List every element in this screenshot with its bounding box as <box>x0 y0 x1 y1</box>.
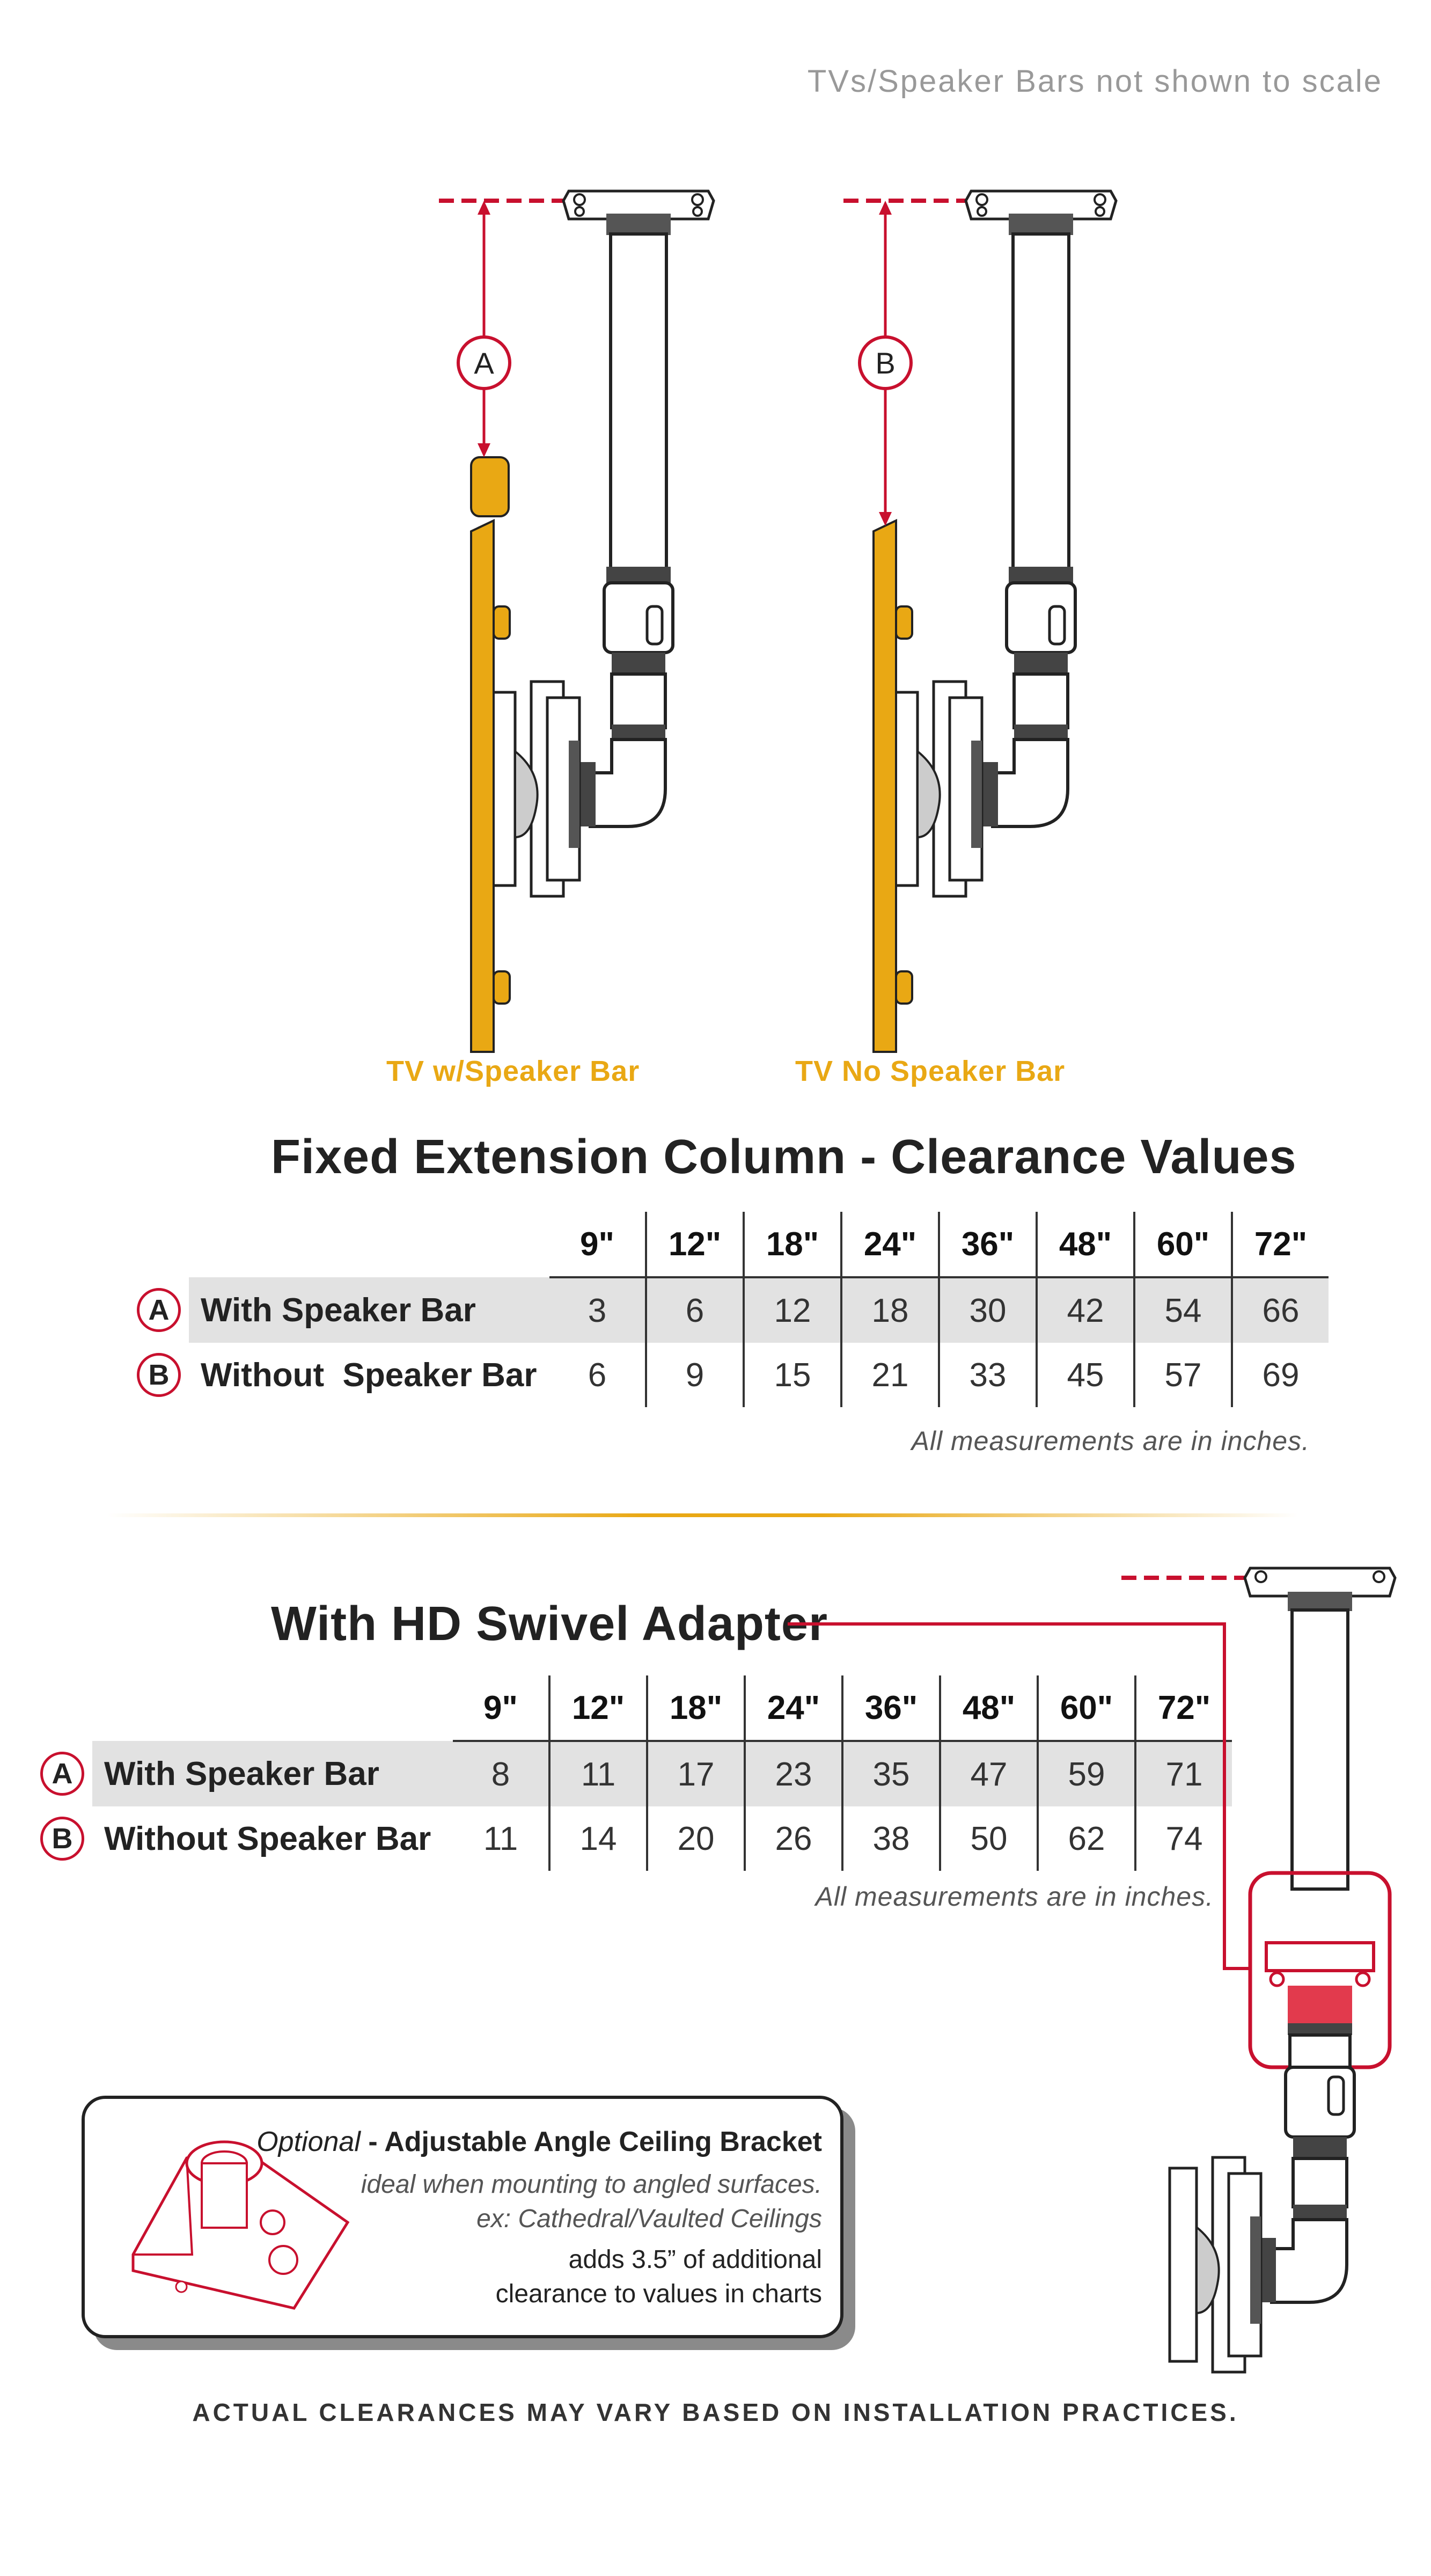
table-cell: 42 <box>1037 1277 1134 1343</box>
row-badge: A <box>40 1752 84 1796</box>
footer-disclaimer: ACTUAL CLEARANCES MAY VARY BASED ON INSTALLATION PRACTICES. <box>192 2398 1239 2426</box>
col-header: 24" <box>841 1212 939 1277</box>
callout-desc-line-2: ex: Cathedral/Vaulted Ceilings <box>476 2205 822 2233</box>
table-cell: 62 <box>1038 1806 1135 1871</box>
row-label: Without Speaker Bar <box>104 1820 431 1857</box>
table-cell: 3 <box>549 1277 646 1343</box>
table-cell: 47 <box>940 1741 1038 1806</box>
table-cell: 17 <box>647 1741 745 1806</box>
table-cell: 9 <box>646 1343 744 1407</box>
col-header: 12" <box>549 1675 647 1741</box>
tv-no-speaker-bar-label: TV No Speaker Bar <box>795 1055 1066 1087</box>
table-cell: 26 <box>745 1806 842 1871</box>
table-cell: 21 <box>841 1343 939 1407</box>
table-cell: 30 <box>939 1277 1037 1343</box>
row-badge: B <box>40 1817 84 1861</box>
table-cell: 6 <box>588 1356 607 1394</box>
row-badge: A <box>137 1288 181 1332</box>
callout-title <box>256 2126 822 2158</box>
row-label: With Speaker Bar <box>189 1277 549 1343</box>
table-cell: 11 <box>549 1741 647 1806</box>
col-header: 48" <box>1037 1212 1134 1277</box>
row-label: Without Speaker Bar <box>201 1356 537 1394</box>
table-cell: 50 <box>940 1806 1038 1871</box>
row-badge: B <box>137 1353 181 1397</box>
optional-bracket-callout <box>82 2096 843 2338</box>
fixed-table-note: All measurements are in inches. <box>911 1426 1310 1456</box>
callout-adds <box>496 2243 822 2311</box>
table-cell: 69 <box>1232 1343 1329 1407</box>
callout-adds-line-2: clearance to values in charts <box>495 2280 822 2308</box>
table-cell: 20 <box>647 1806 745 1871</box>
dimension-label-b: B <box>875 346 896 380</box>
table-cell: 11 <box>483 1820 518 1857</box>
table-cell: 35 <box>842 1741 940 1806</box>
callout-title-rest: - Adjustable Angle Ceiling Bracket <box>360 2126 822 2157</box>
col-header: 18" <box>647 1675 745 1741</box>
col-header: 24" <box>745 1675 842 1741</box>
table-cell: 23 <box>745 1741 842 1806</box>
table-cell: 74 <box>1135 1806 1232 1871</box>
col-header: 9" <box>453 1675 549 1741</box>
col-header: 72" <box>1135 1675 1232 1741</box>
table-cell: 59 <box>1038 1741 1135 1806</box>
table-cell: 12 <box>744 1277 841 1343</box>
table-cell: 71 <box>1135 1741 1232 1806</box>
callout-optional: Optional <box>256 2126 361 2157</box>
table-cell: 15 <box>744 1343 841 1407</box>
dimension-label-a: A <box>474 346 494 380</box>
col-header: 36" <box>939 1212 1037 1277</box>
fixed-table-title: Fixed Extension Column - Clearance Values <box>271 1130 1297 1184</box>
col-header: 12" <box>646 1212 744 1277</box>
table-cell: 6 <box>646 1277 744 1343</box>
callout-adds-line-1: adds 3.5” of additional <box>568 2245 822 2274</box>
col-header: 48" <box>940 1675 1038 1741</box>
row-label: With Speaker Bar <box>92 1741 453 1806</box>
callout-desc-line-1: ideal when mounting to angled surfaces. <box>361 2170 822 2199</box>
col-header: 72" <box>1232 1212 1329 1277</box>
table-cell: 33 <box>939 1343 1037 1407</box>
col-header: 9" <box>549 1212 646 1277</box>
table-cell: 54 <box>1134 1277 1232 1343</box>
table-cell: 14 <box>549 1806 647 1871</box>
col-header: 60" <box>1134 1212 1232 1277</box>
swivel-table-note: All measurements are in inches. <box>815 1882 1214 1912</box>
swivel-table-title: With HD Swivel Adapter <box>271 1597 828 1651</box>
scale-note: TVs/Speaker Bars not shown to scale <box>807 64 1383 99</box>
table-cell: 66 <box>1232 1277 1329 1343</box>
callout-description <box>361 2168 822 2236</box>
tv-with-speaker-bar-label: TV w/Speaker Bar <box>386 1055 640 1087</box>
table-cell: 18 <box>841 1277 939 1343</box>
table-cell: 8 <box>453 1741 549 1806</box>
table-cell: 38 <box>842 1806 940 1871</box>
col-header: 36" <box>842 1675 940 1741</box>
col-header: 18" <box>744 1212 841 1277</box>
table-cell: 57 <box>1134 1343 1232 1407</box>
table-cell: 45 <box>1037 1343 1134 1407</box>
col-header: 60" <box>1038 1675 1135 1741</box>
